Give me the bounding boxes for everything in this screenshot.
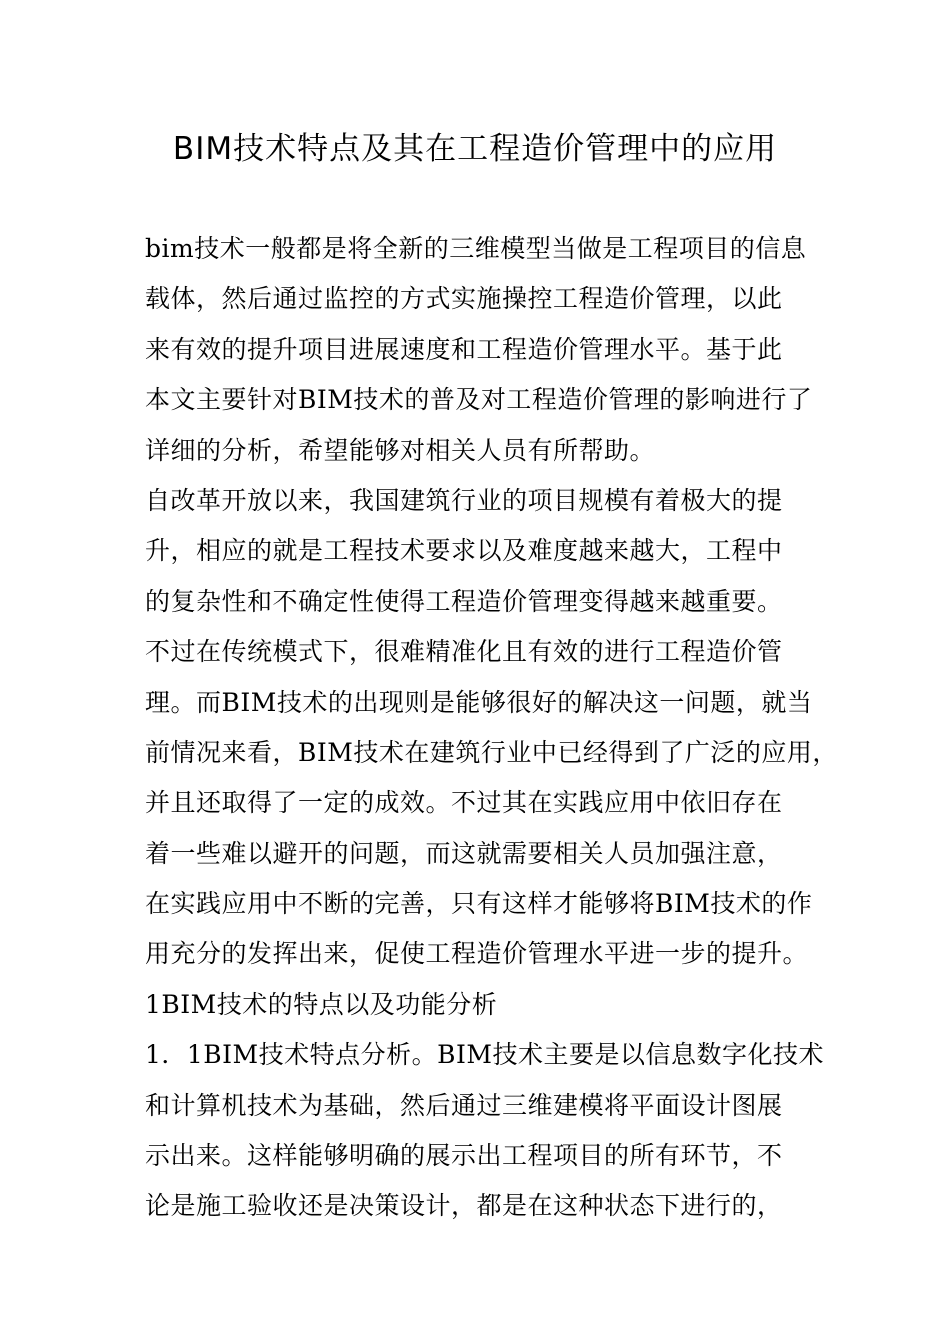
text-line: 1．1BIM技术特点分析。BIM技术主要是以信息数字化技术 [145,1040,825,1070]
text-line: 自改革开放以来，我国建筑行业的项目规模有着极大的提 [145,485,783,515]
section-heading: 1BIM技术的特点以及功能分析 [145,989,498,1019]
text-line: 在实践应用中不断的完善，只有这样才能够将BIM技术的作 [145,889,813,919]
text-line: 用充分的发挥出来，促使工程造价管理水平进一步的提升。 [145,939,809,969]
text-line: 的复杂性和不确定性使得工程造价管理变得越来越重要。 [145,586,783,616]
text-line: 理。而BIM技术的出现则是能够很好的解决这一问题，就当 [145,687,813,717]
text-line: 并且还取得了一定的成效。不过其在实践应用中依旧存在 [145,788,783,818]
text-line: 着一些难以避开的问题，而这就需要相关人员加强注意， [145,838,783,868]
document-title: BIM技术特点及其在工程造价管理中的应用 [172,131,778,167]
text-line: 载体，然后通过监控的方式实施操控工程造价管理，以此 [145,284,783,314]
document-body [145,224,838,1232]
text-line: 不过在传统模式下，很难精准化且有效的进行工程造价管 [145,637,783,667]
text-line: 论是施工验收还是决策设计，都是在这种状态下进行的， [145,1191,783,1221]
text-line: 前情况来看，BIM技术在建筑行业中已经得到了广泛的应用， [145,737,838,767]
text-line: 示出来。这样能够明确的展示出工程项目的所有环节，不 [145,1141,783,1171]
text-line: bim技术一般都是将全新的三维模型当做是工程项目的信息 [145,234,807,263]
text-line: 和计算机技术为基础，然后通过三维建模将平面设计图展 [145,1090,783,1120]
text-line: 本文主要针对BIM技术的普及对工程造价管理的影响进行了 [145,385,813,415]
text-line: 升，相应的就是工程技术要求以及难度越来越大，工程中 [145,536,783,566]
text-line: 来有效的提升项目进展速度和工程造价管理水平。基于此 [145,334,783,364]
text-line: 详细的分析，希望能够对相关人员有所帮助。 [145,435,656,465]
